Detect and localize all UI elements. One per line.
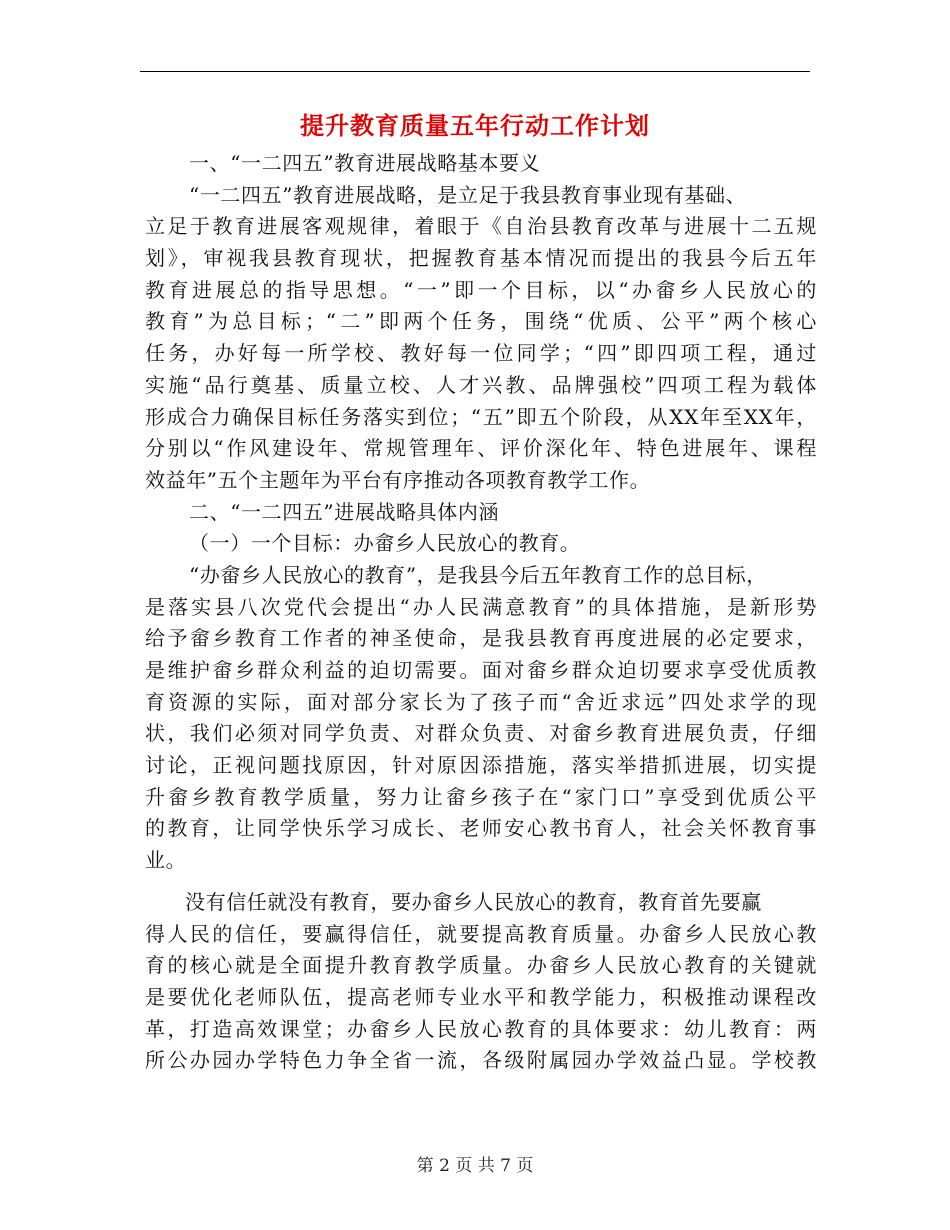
body-text-line: 革，打造高效课堂；办畲乡人民放心教育的具体要求：幼儿教育：两 (145, 1016, 817, 1041)
body-text-line: 的教育，让同学快乐学习成长、老师安心教书育人，社会关怀教育事 (145, 816, 817, 841)
body-text-line: 教育进展总的指导思想。“一”即一个目标，以“办畲乡人民放心的 (145, 277, 817, 302)
body-text-line: 立足于教育进展客观规律，着眼于《自治县教育改革与进展十二五规 (145, 214, 817, 239)
body-text-line: 是维护畲乡群众利益的迫切需要。面对畲乡群众迫切要求享受优质教 (145, 658, 817, 682)
page-number-footer: 第 2 页 共 7 页 (416, 1156, 534, 1176)
body-text-line: 给予畲乡教育工作者的神圣使命，是我县教育再度进展的必定要求， (145, 626, 817, 651)
body-text-line: 讨论，正视问题找原因，针对原因添措施，落实举措抓进展，切实提 (145, 753, 817, 778)
body-text-line: 形成合力确保目标任务落实到位；“五”即五个阶段，从XX年至XX年， (145, 404, 817, 429)
body-text-line: 二、“一二四五”进展战略具体内涵 (189, 499, 500, 524)
body-text-line: 划》，审视我县教育现状，把握教育基本情况而提出的我县今后五年 (145, 246, 817, 271)
body-text-line: 升畲乡教育教学质量，努力让畲乡孩子在“家门口”享受到优质公平 (145, 784, 817, 809)
paragraph-gap (145, 877, 817, 887)
body-text-line: 一、“一二四五”教育进展战略基本要义 (189, 151, 541, 175)
body-text-line: 效益年”五个主题年为平台有序推动各项教育教学工作。 (145, 467, 651, 492)
body-text-line: 状，我们必须对同学负责、对群众负责、对畲乡教育进展负责，仔细 (145, 721, 817, 746)
body-text-line: 教育”为总目标；“二”即两个任务，围绕“优质、公平”两个核心 (145, 309, 817, 334)
body-text-line: 业。 (145, 848, 187, 873)
body-text-line: “办畲乡人民放心的教育”，是我县今后五年教育工作的总目标， (189, 562, 767, 587)
body-text-line: 育的核心就是全面提升教育教学质量。办畲乡人民放心教育的关键就 (145, 953, 817, 978)
document-title: 提升教育质量五年行动工作计划 (300, 111, 650, 140)
body-text-line: （一）一个目标：办畲乡人民放心的教育。 (189, 531, 581, 556)
body-text-line: 是要优化老师队伍，提高老师专业水平和教学能力，积极推动课程改 (145, 984, 817, 1009)
body-text-line: 所公办园办学特色力争全省一流，各级附属园办学效益凸显。学校教 (145, 1048, 817, 1073)
body-text-line: 分别以“作风建设年、常规管理年、评价深化年、特色进展年、课程 (145, 436, 817, 461)
body-text-line: 是落实县八次党代会提出“办人民满意教育”的具体措施，是新形势 (145, 594, 817, 619)
body-text-line: 没有信任就没有教育，要办畲乡人民放心的教育，教育首先要赢 (185, 889, 762, 914)
body-text-line: 育资源的实际，面对部分家长为了孩子而“舍近求远”四处求学的现 (145, 689, 817, 714)
body-text-line: 任务，办好每一所学校、教好每一位同学；“四”即四项工程，通过 (145, 341, 817, 366)
body-text-line: 得人民的信任，要赢得信任，就要提高教育质量。办畲乡人民放心教 (145, 921, 817, 946)
body-text-line: “一二四五”教育进展战略，是立足于我县教育事业现有基础、 (189, 182, 747, 207)
body-text-line: 实施“品行奠基、质量立校、人才兴教、品牌强校”四项工程为载体 (145, 372, 817, 397)
header-rule (140, 71, 810, 72)
document-body (145, 148, 817, 1077)
